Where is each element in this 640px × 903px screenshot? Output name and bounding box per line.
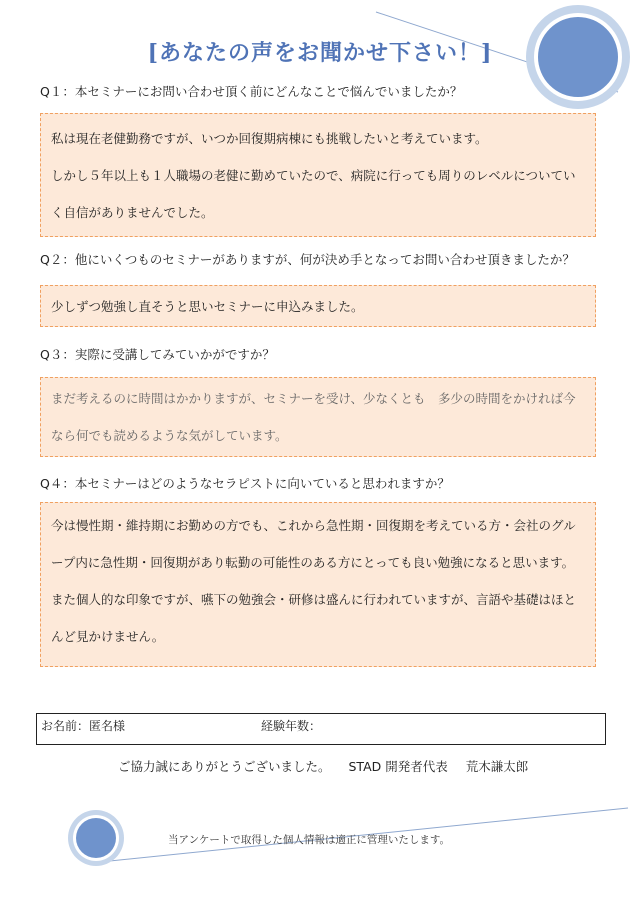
answer-1-line-1: 私は現在老健勤務ですが、いつか回復期病棟にも挑戦したいと考えています。 bbox=[51, 131, 488, 146]
answer-3-line-1: まだ考えるのに時間はかかりますが、セミナーを受け、少なくとも 多少の時間をかければ今 bbox=[51, 391, 576, 406]
answer-4-line-2: ープ内に急性期・回復期があり転勤の可能性のある方にとっても良い勉強になると思います。 bbox=[51, 555, 575, 570]
privacy-note: 当アンケートで取得した個人情報は適正に管理いたします。 bbox=[168, 834, 451, 846]
respondent-box bbox=[36, 713, 606, 745]
answer-1-line-3: く自信がありませんでした。 bbox=[51, 205, 214, 220]
answer-4-line-1: 今は慢性期・維持期にお勤めの方でも、これから急性期・回復期を考えている方・会社のグル bbox=[51, 518, 576, 533]
question-4: Q４：本セミナーはどのようなセラピストに向いていると思われますか？ bbox=[40, 476, 450, 491]
answer-4-line-3: また個人的な印象ですが、嚥下の勉強会・研修は盛んに行われていますが、言語や基礎はほと bbox=[51, 592, 577, 607]
page-title: [あなたの声をお聞かせ下さい！] bbox=[147, 40, 493, 66]
thanks-person: 荒木謙太郎 bbox=[465, 759, 529, 774]
thanks-line bbox=[118, 757, 542, 775]
thanks-message: ご協力誠にありがとうございました。 bbox=[118, 759, 331, 774]
answer-4-line-4: んど見かけません。 bbox=[51, 629, 165, 644]
answer-box-4 bbox=[40, 502, 596, 667]
respondent-name: お名前：匿名様 bbox=[41, 719, 126, 733]
answer-box-3 bbox=[40, 377, 596, 457]
answer-3-line-2: なら何でも読めるような気がしています。 bbox=[51, 428, 288, 443]
question-2: Q２：他にいくつものセミナーがありますが、何が決め手となってお問い合わせ頂きましたか？ bbox=[40, 252, 575, 267]
answer-1-line-2: しかし５年以上も１人職場の老健に勤めていたので、病院に行っても周りのレベルについてい bbox=[51, 168, 576, 183]
bottom-circle-inner bbox=[76, 818, 116, 858]
thanks-org: STAD 開発者代表 bbox=[348, 759, 448, 774]
answer-2-line-1: 少しずつ勉強し直そうと思いセミナーに申込みました。 bbox=[51, 299, 364, 314]
answer-box-2 bbox=[40, 285, 596, 327]
question-3: Q３：実際に受講してみていかがですか？ bbox=[40, 347, 275, 362]
question-1: Q１：本セミナーにお問い合わせ頂く前にどんなことで悩んでいましたか？ bbox=[40, 84, 463, 99]
answer-box-1 bbox=[40, 113, 596, 237]
respondent-experience: 経験年数： bbox=[261, 719, 322, 733]
